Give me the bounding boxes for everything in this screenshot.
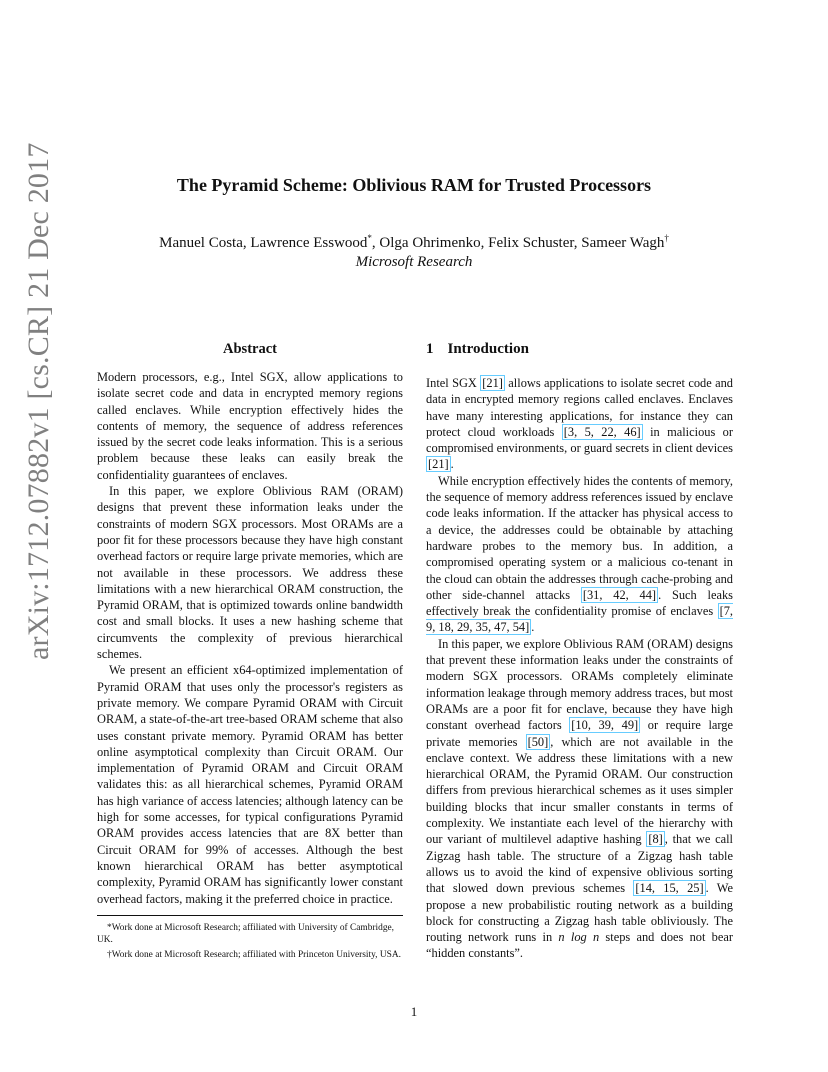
text-run: allows applications to isolate secret code and data in encrypted memory regions called enclaves. Enclaves have many interesting applications, for instance they can protect cloud workloads	[426, 376, 733, 439]
text-run: .	[531, 620, 535, 635]
text-run: .	[450, 457, 454, 472]
abstract-paragraph: We present an efficient x64-optimized implementation of Pyramid ORAM that uses only the processor's registers as private memory. We compare Pyramid ORAM with Circuit ORAM, a state-of-the-art tree-based ORAM scheme that also uses constant private memory. Pyramid ORAM has better online asymptotical complexity than Circuit ORAM. Our implementation of Pyramid ORAM and Circuit ORAM validates this: as all hierarchical schemes, Pyramid ORAM has high variance of access latencies; although latency can be high for some accesses, for typical configurations Pyramid ORAM provides access latencies that are 8X better than Circuit ORAM for 99% of accesses. Although the best known hierarchical ORAM has better asymptotical complexity, Pyramid ORAM has significantly lower constant overhead factors, making it the preferred choice in practice.	[97, 663, 403, 906]
text-run: , that we call Zigzag hash table. The structure of a Zigzag hash table allows us to avoid the kind of expensive oblivious sorting that slowed down previous schemes	[426, 832, 733, 896]
citation-link[interactable]: [21]	[428, 457, 449, 472]
section-number: 1	[426, 341, 434, 357]
citation-link[interactable]: [14, 15, 25]	[635, 881, 704, 896]
affiliation: Microsoft Research	[355, 254, 473, 270]
text-run: steps and does not bear “hidden constants”.	[426, 930, 734, 961]
footnote: †Work done at Microsoft Research; affiliated with Princeton University, USA.	[107, 950, 401, 961]
footnote: *Work done at Microsoft Research; affiliated with University of Cambridge, UK.	[97, 923, 395, 946]
intro-paragraph	[426, 473, 733, 636]
text-run: or require large private memories	[426, 718, 733, 749]
text-run: in malicious or compromised environments, or guard secrets in client devices	[426, 424, 734, 456]
abstract-heading: Abstract	[223, 341, 277, 357]
paper-title: The Pyramid Scheme: Oblivious RAM for Trusted Processors	[176, 175, 652, 195]
author-list	[0, 233, 828, 252]
citation-link[interactable]: [3, 5, 22, 46]	[563, 424, 641, 439]
text-run: . Such leaks effectively break the confidentiality promise of enclaves	[426, 587, 733, 619]
text-run: While encryption effectively hides the contents of memory, the sequence of memory address references issued by enclave code leaks information. If the attacker has physical access to a device, the addresses could be obtainable by attaching hardware probes to the memory bus. In addition, a compromised operating system or a malicious co-tenant in the cloud can obtain the addresses through cache-probing and other side-channel attacks	[426, 473, 733, 602]
abstract-paragraph: Modern processors, e.g., Intel SGX, allow applications to isolate secret code and data in encrypted memory regions called enclaves. While encryption effectively hides the contents of memory, the sequence of address references issued by the secret code leaks information. This is a serious problem because these leaks can easily break the confidentiality guarantees of enclaves.	[97, 370, 403, 482]
left-column	[97, 339, 403, 907]
citation-link[interactable]: [50]	[527, 734, 549, 749]
authors-part-1: Manuel Costa, Lawrence Esswood	[159, 235, 368, 251]
text-run: , which are not available in the enclave context. We address these limitations with a new hierarchical ORAM, the Pyramid ORAM. Our construction differs from previous hierarchical schemes as it uses simpler building blocks that incur smaller constants in terms of complexity. We instantiate each level of the hierarchy with our variant of multilevel adaptive hashing	[426, 734, 733, 847]
right-column	[426, 339, 733, 962]
footnotes	[97, 915, 403, 965]
author-footnote-mark-2[interactable]: †	[664, 233, 669, 243]
introduction-heading	[426, 339, 733, 359]
arxiv-identifier: arXiv:1712.07882v1 [cs.CR] 21 Dec 2017	[22, 142, 55, 660]
text-run: In this paper, we explore Oblivious RAM (ORAM) designs that prevent these information leaks under the constraints of modern SGX processors. ORAMs completely eliminate information leakage through memory address traces, but most ORAMs are a poor fit for enclave, because they have high constant overhead factors	[426, 636, 733, 733]
text-run: Intel SGX	[426, 376, 481, 390]
citation-link[interactable]: [31, 42, 44]	[582, 587, 657, 602]
page-number: 1	[410, 1004, 418, 1019]
text-run: . We propose a new probabilistic routing network as a building block for constructing a Zigzag hash table obliviously. The routing network runs in	[426, 881, 733, 945]
authors-part-2: , Olga Ohrimenko, Felix Schuster, Sameer Wagh	[371, 235, 665, 251]
abstract-paragraph: In this paper, we explore Oblivious RAM (ORAM) designs that prevent these information leaks under the constraints of modern SGX processors. Most ORAMs are a poor fit for these processors because they have high constant overhead factors or require large private memories, which are not available in these processors. We address these limitations with a new hierarchical ORAM construction, the Pyramid ORAM, that is optimized towards online bandwidth cost and small blocks. It uses a new hashing scheme that circumvents the complexity of previous hierarchical schemes.	[97, 484, 403, 662]
citation-link[interactable]: [7, 9, 18, 29, 35, 47, 54]	[426, 604, 733, 635]
intro-paragraph	[426, 636, 733, 962]
intro-paragraph	[426, 375, 733, 473]
citation-link[interactable]: [21]	[482, 376, 503, 390]
author-footnote-mark-1[interactable]: *	[367, 233, 372, 243]
section-title: Introduction	[447, 341, 529, 357]
citation-link[interactable]: [8]	[648, 832, 663, 847]
math-expression: n log n	[558, 930, 600, 945]
citation-link[interactable]: [10, 39, 49]	[571, 718, 639, 733]
